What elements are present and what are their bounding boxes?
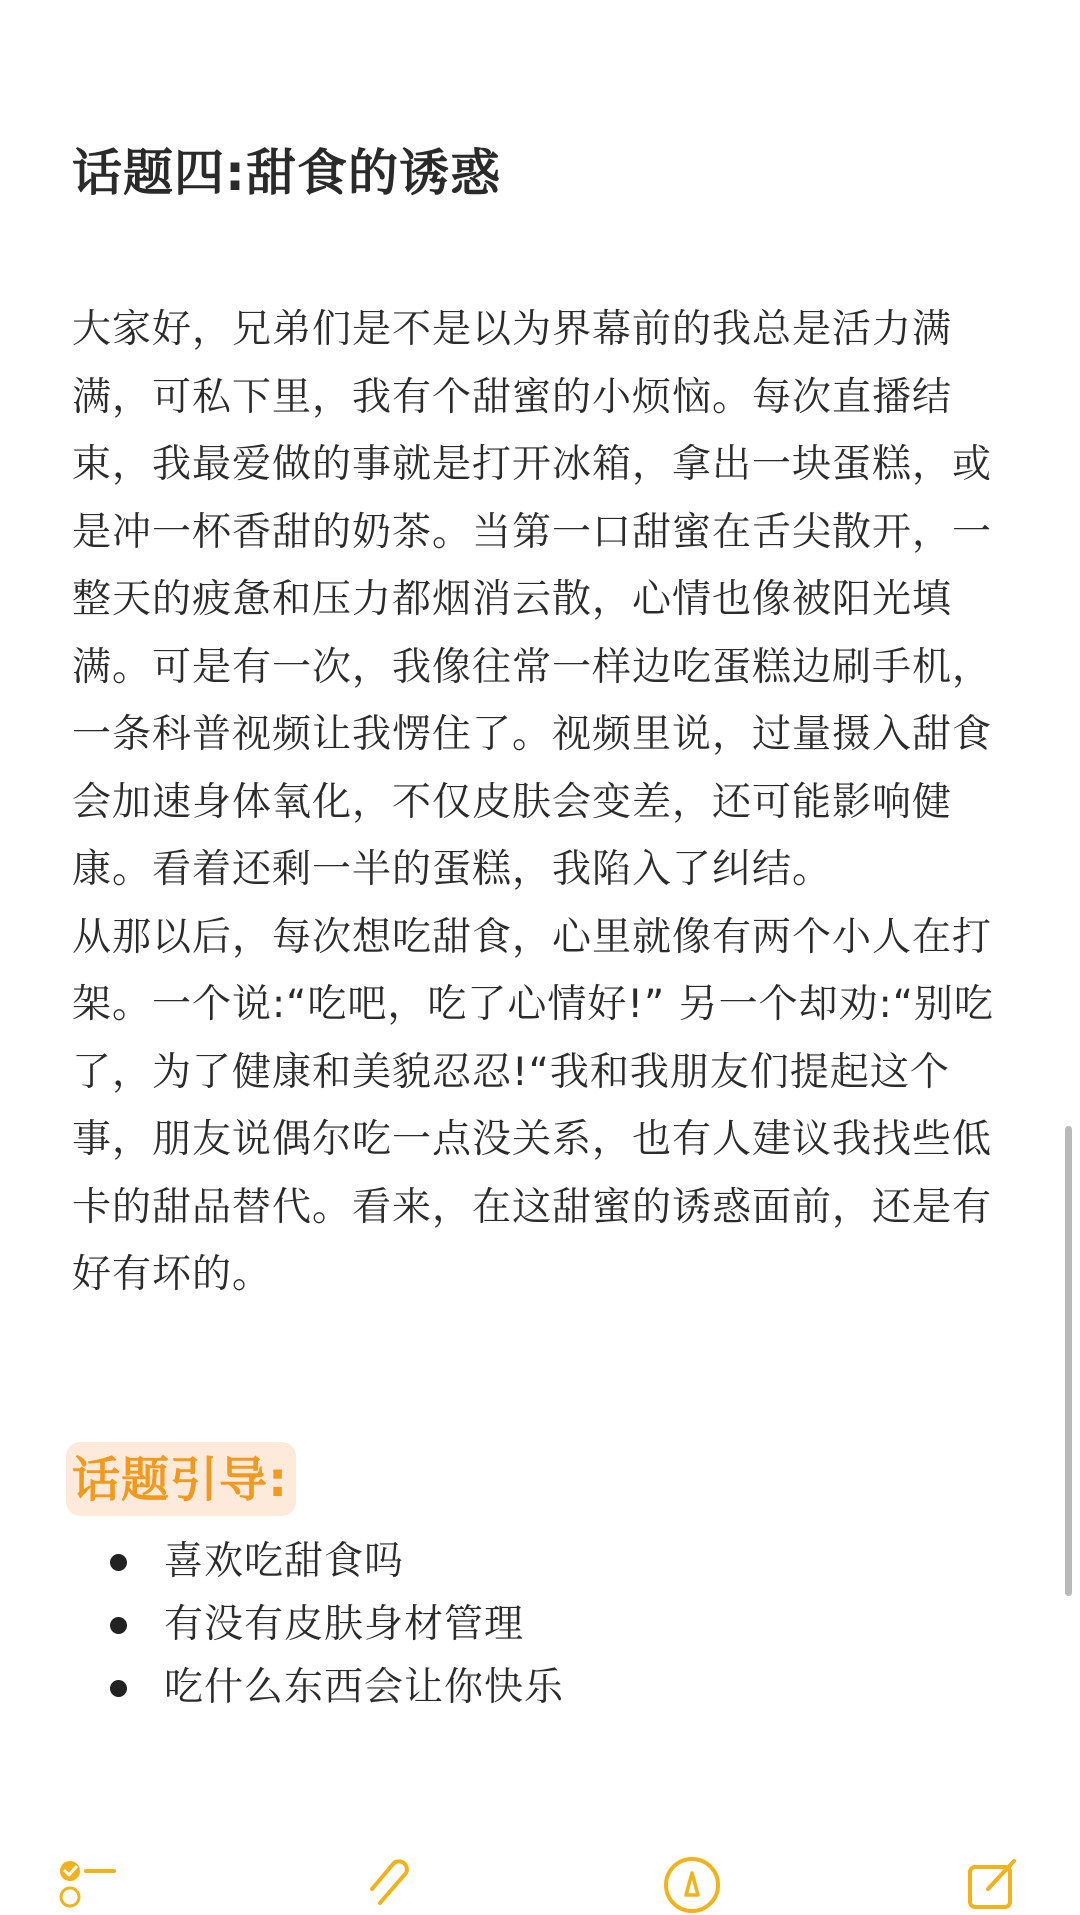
guide-item-text: 吃什么东西会让你快乐 bbox=[164, 1665, 565, 1710]
paperclip-icon[interactable] bbox=[362, 1851, 426, 1915]
bullet-icon bbox=[110, 1554, 127, 1571]
bullet-icon bbox=[110, 1617, 127, 1634]
guide-item-text: 喜欢吃甜食吗 bbox=[164, 1539, 405, 1584]
note-body[interactable] bbox=[72, 296, 1002, 1309]
guide-heading[interactable]: 话题引导: bbox=[66, 1442, 296, 1516]
guide-item-text: 有没有皮肤身材管理 bbox=[164, 1602, 525, 1647]
scrollbar-thumb[interactable] bbox=[1065, 1126, 1072, 1596]
guide-list-item[interactable] bbox=[100, 1656, 564, 1719]
body-paragraph-2[interactable]: 从那以后，每次想吃甜食，心里就像有两个小人在打架。一个说:“吃吧，吃了心情好!” 另一个却劝:“别吃了，为了健康和美貌忍忍!“我和我朋友们提起这个事，朋友说偶尔吃一点没关系，也有人建议我找些低卡的甜品替代。看来，在这甜蜜的诱惑面前，还是有好有坏的。 bbox=[72, 914, 994, 1297]
checklist-icon[interactable] bbox=[56, 1851, 120, 1915]
bullet-icon bbox=[110, 1680, 127, 1697]
guide-list-item[interactable] bbox=[100, 1593, 564, 1656]
guide-list bbox=[100, 1530, 564, 1719]
body-paragraph-1[interactable]: 大家好，兄弟们是不是以为界幕前的我总是活力满满，可私下里，我有个甜蜜的小烦恼。每次直播结束，我最爱做的事就是打开冰箱，拿出一块蛋糕，或是冲一杯香甜的奶茶。当第一口甜蜜在舌尖散开，一整天的疲惫和压力都烟消云散，心情也像被阳光填满。可是有一次，我像往常一样边吃蛋糕边刷手机，一条科普视频让我愣住了。视频里说，过量摄入甜食会加速身体氧化，不仅皮肤会变差，还可能影响健康。看着还剩一半的蛋糕，我陷入了纠结。 bbox=[72, 307, 993, 892]
guide-list-item[interactable] bbox=[100, 1530, 564, 1593]
compose-icon[interactable] bbox=[962, 1851, 1026, 1915]
bottom-toolbar bbox=[0, 1835, 1080, 1895]
note-title[interactable]: 话题四:甜食的诱惑 bbox=[72, 144, 501, 202]
pen-circle-icon[interactable] bbox=[660, 1851, 724, 1915]
